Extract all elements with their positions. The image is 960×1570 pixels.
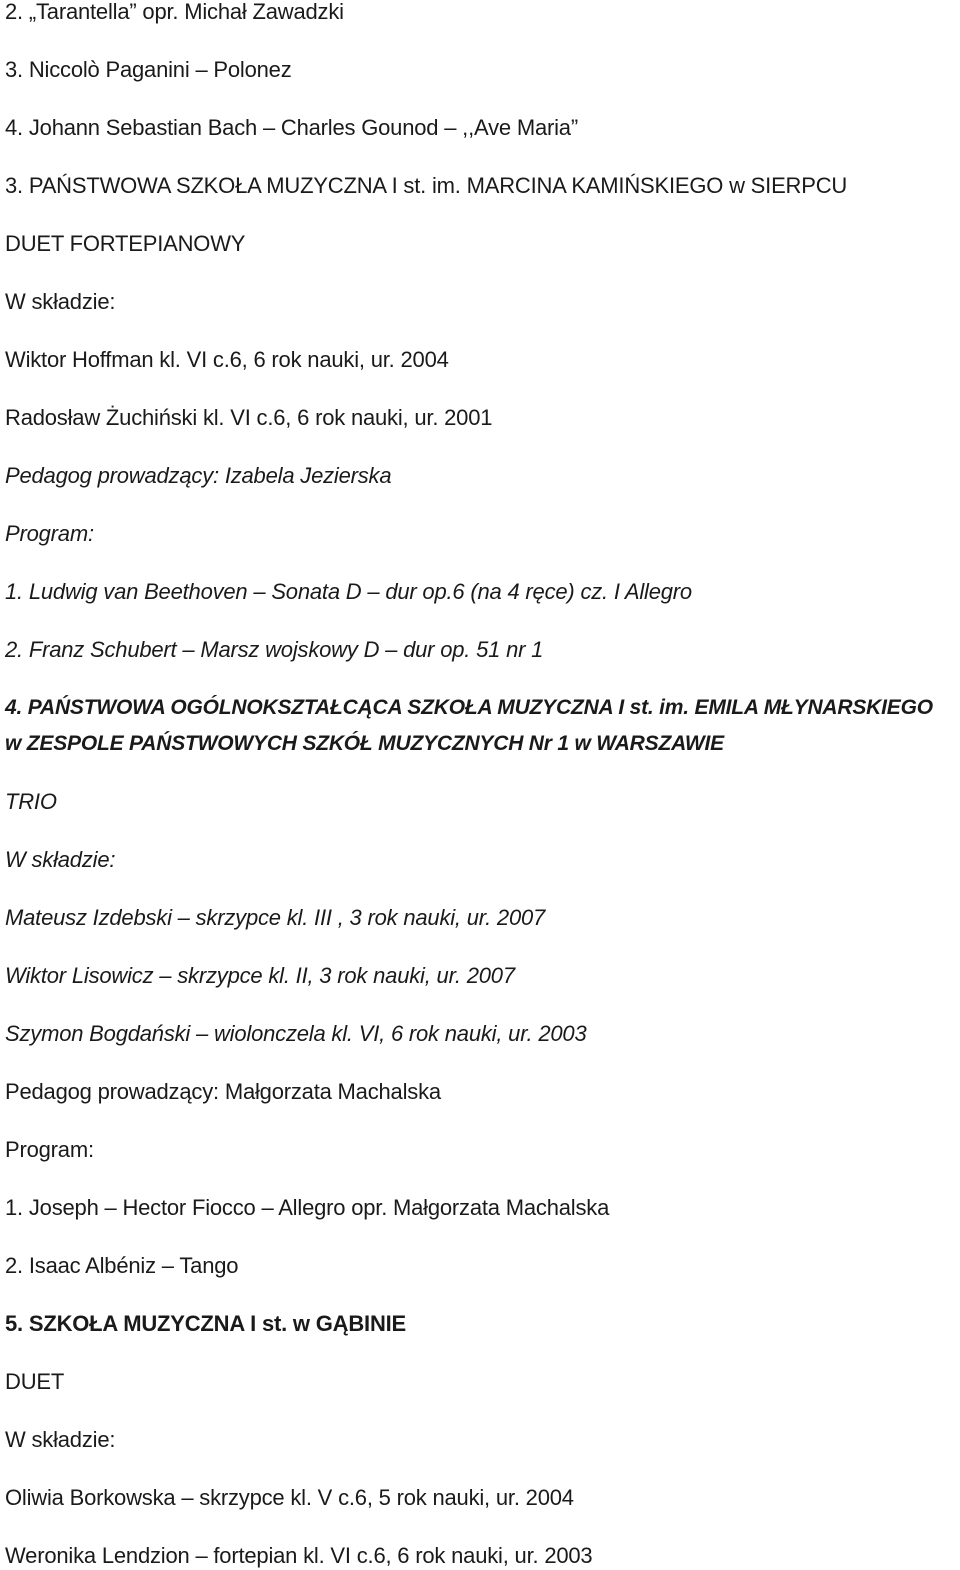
ensemble-type: DUET FORTEPIANOWY (5, 231, 246, 256)
members-label: W składzie: (5, 289, 116, 314)
program-item: 2. „Tarantella” opr. Michał Zawadzki (5, 0, 344, 24)
teacher: Pedagog prowadzący: Małgorzata Machalska (5, 1079, 441, 1104)
member: Radosław Żuchiński kl. VI c.6, 6 rok nauki, ur. 2001 (5, 405, 493, 430)
members-label: W składzie: (5, 1427, 116, 1452)
member: Wiktor Hoffman kl. VI c.6, 6 rok nauki, ur. 2004 (5, 347, 449, 372)
member: Oliwia Borkowska – skrzypce kl. V c.6, 5 rok nauki, ur. 2004 (5, 1485, 574, 1510)
ensemble-type: TRIO (5, 789, 57, 814)
school-heading: 5. SZKOŁA MUZYCZNA I st. w GĄBINIE (5, 1311, 407, 1336)
school-heading-cont: w ZESPOLE PAŃSTWOWYCH SZKÓŁ MUZYCZNYCH Nr 1 w WARSZAWIE (5, 732, 724, 755)
teacher: Pedagog prowadzący: Izabela Jezierska (5, 463, 392, 488)
members-label: W składzie: (5, 847, 116, 872)
program-item: 4. Johann Sebastian Bach – Charles Gounod – ,,Ave Maria” (5, 115, 578, 140)
program-item: 2. Franz Schubert – Marsz wojskowy D – dur op. 51 nr 1 (5, 637, 544, 662)
program-label: Program: (5, 1137, 94, 1162)
program-label: Program: (5, 521, 94, 546)
program-item: 2. Isaac Albéniz – Tango (5, 1253, 239, 1278)
member: Weronika Lendzion – fortepian kl. VI c.6, 6 rok nauki, ur. 2003 (5, 1543, 593, 1568)
program-item: 1. Ludwig van Beethoven – Sonata D – dur op.6 (na 4 ręce) cz. I Allegro (5, 579, 692, 604)
member: Szymon Bogdański – wiolonczela kl. VI, 6 rok nauki, ur. 2003 (5, 1021, 587, 1046)
member: Mateusz Izdebski – skrzypce kl. III , 3 rok nauki, ur. 2007 (5, 905, 546, 930)
program-item: 3. Niccolò Paganini – Polonez (5, 57, 292, 82)
member: Wiktor Lisowicz – skrzypce kl. II, 3 rok nauki, ur. 2007 (5, 963, 515, 988)
school-heading: 4. PAŃSTWOWA OGÓLNOKSZTAŁCĄCA SZKOŁA MUZYCZNA I st. im. EMILA MŁYNARSKIEGO (5, 696, 933, 719)
program-item: 1. Joseph – Hector Fiocco – Allegro opr. Małgorzata Machalska (5, 1195, 610, 1220)
school-heading: 3. PAŃSTWOWA SZKOŁA MUZYCZNA I st. im. MARCINA KAMIŃSKIEGO w SIERPCU (5, 173, 848, 198)
ensemble-type: DUET (5, 1369, 65, 1394)
